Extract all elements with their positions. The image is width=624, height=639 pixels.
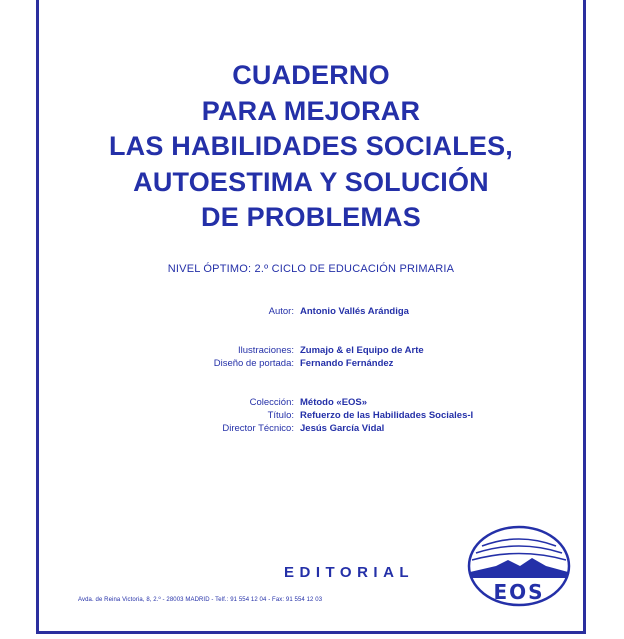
collection-label: Colección: xyxy=(249,397,294,408)
illustrations-value: Zumajo & el Equipo de Arte xyxy=(300,345,424,356)
level-subtitle: NIVEL ÓPTIMO: 2.º CICLO DE EDUCACIÓN PRIMARIA xyxy=(167,263,455,275)
cover-row xyxy=(0,357,624,370)
logo-text: EOS xyxy=(493,580,545,604)
publisher-name: EDITORIAL xyxy=(284,564,415,581)
title-line-3: LAS HABILIDADES SOCIALES, xyxy=(108,131,514,161)
book-title xyxy=(40,58,582,236)
eos-logo-icon xyxy=(466,522,572,610)
cover-label: Diseño de portada: xyxy=(213,358,294,369)
director-value: Jesús García Vidal xyxy=(300,423,385,434)
title-line-5: DE PROBLEMAS xyxy=(201,202,421,232)
title-row xyxy=(0,409,624,422)
title-line-1: CUADERNO xyxy=(232,60,390,90)
director-label: Director Técnico: xyxy=(222,423,294,434)
director-row xyxy=(0,422,624,435)
collection-row xyxy=(0,396,624,409)
title-line-2: PARA MEJORAR xyxy=(201,95,421,126)
title-line-4: AUTOESTIMA Y SOLUCIÓN xyxy=(133,166,489,197)
collection-value: Método «EOS» xyxy=(300,397,368,408)
cover-value: Fernando Fernández xyxy=(300,358,394,369)
title-label: Título: xyxy=(267,410,294,421)
illustrations-row xyxy=(0,344,624,357)
illustrations-label: Ilustraciones: xyxy=(238,345,294,356)
author-label: Autor: xyxy=(268,306,294,317)
publisher-address: Avda. de Reina Victoria, 8, 2.º - 28003 MADRID - Telf.: 91 554 12 04 - Fax: 91 554 12 03 xyxy=(78,597,323,603)
author-row xyxy=(0,305,624,318)
title-value: Refuerzo de las Habilidades Sociales-I xyxy=(300,410,474,421)
author-value: Antonio Vallés Arándiga xyxy=(300,306,409,317)
